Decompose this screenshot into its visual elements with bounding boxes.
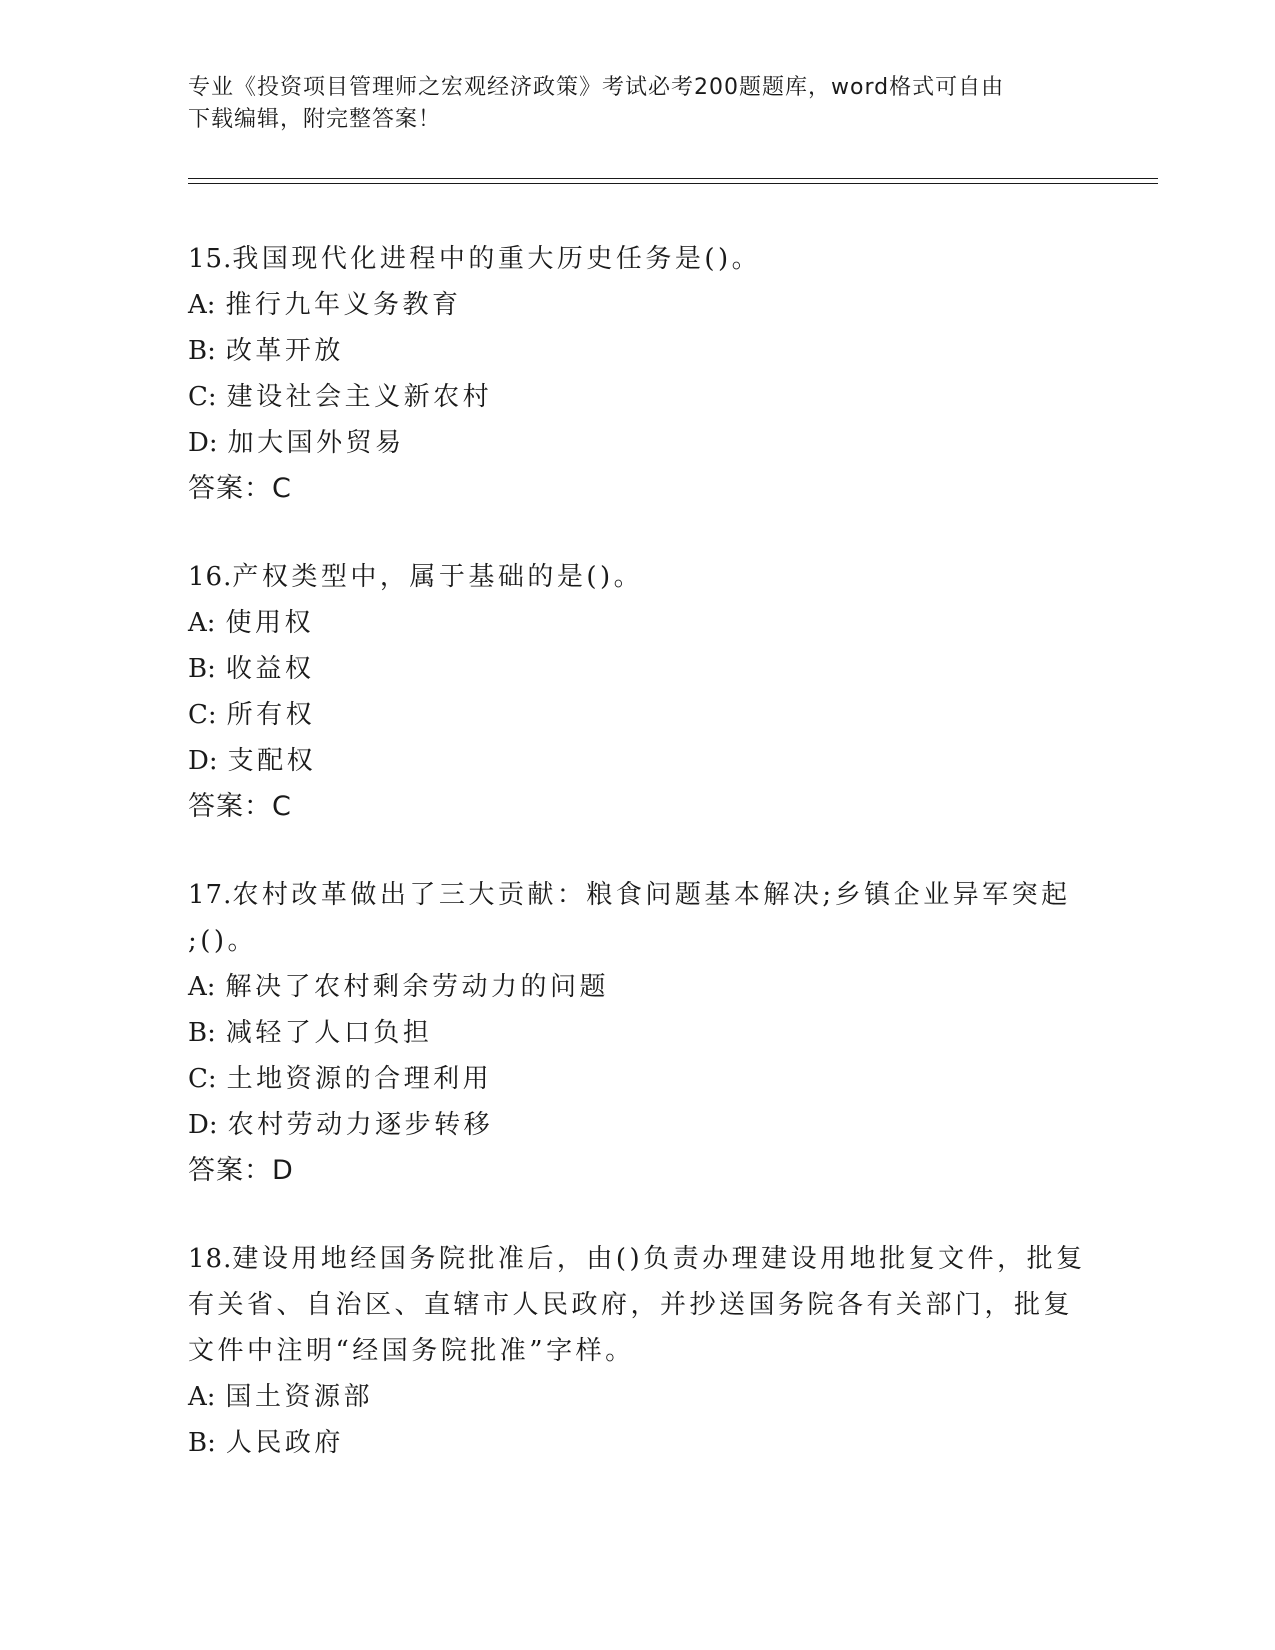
answer-option bbox=[188, 1102, 1088, 1148]
option-key: B: bbox=[188, 1428, 216, 1458]
question-stem-text: 有关省、自治区、直辖市人民政府，并抄送国务院各有关部门，批复 bbox=[188, 1290, 1074, 1320]
question-number: 16. bbox=[188, 562, 233, 592]
option-text: 加大国外贸易 bbox=[227, 428, 405, 458]
question-number: 18. bbox=[188, 1244, 233, 1274]
option-text: 建设社会主义新农村 bbox=[226, 382, 493, 412]
question-block bbox=[188, 1236, 1088, 1466]
question-stem-line bbox=[188, 554, 1088, 600]
option-text: 推行九年义务教育 bbox=[225, 290, 462, 320]
answer-option bbox=[188, 374, 1088, 420]
question-stem-text: ;()。 bbox=[188, 926, 258, 956]
option-key: A: bbox=[188, 608, 216, 638]
option-key: D: bbox=[188, 428, 218, 458]
option-key: B: bbox=[188, 1018, 216, 1048]
header-rule-bottom bbox=[188, 183, 1158, 184]
option-text: 人民政府 bbox=[225, 1428, 344, 1458]
header-line-2: 下载编辑，附完整答案！ bbox=[188, 107, 442, 132]
answer-line: 答案：C bbox=[188, 473, 292, 504]
answer-option bbox=[188, 1056, 1088, 1102]
option-key: C: bbox=[188, 1064, 217, 1094]
option-key: A: bbox=[188, 1382, 216, 1412]
answer-option bbox=[188, 1010, 1088, 1056]
answer-option bbox=[188, 1374, 1088, 1420]
answer-line: 答案：C bbox=[188, 791, 292, 822]
question-stem-line bbox=[188, 918, 1088, 964]
answer-option bbox=[188, 420, 1088, 466]
question-stem-line bbox=[188, 1282, 1088, 1328]
question-number: 15. bbox=[188, 244, 233, 274]
option-key: B: bbox=[188, 336, 216, 366]
option-key: C: bbox=[188, 700, 217, 730]
question-stem-text: 农村改革做出了三大贡献：粮食问题基本解决;乡镇企业异军突起 bbox=[232, 880, 1071, 910]
question-stem-line bbox=[188, 872, 1088, 918]
option-key: A: bbox=[188, 290, 216, 320]
option-text: 土地资源的合理利用 bbox=[226, 1064, 493, 1094]
document-header bbox=[188, 72, 1088, 136]
option-key: B: bbox=[188, 654, 216, 684]
answer-option bbox=[188, 646, 1088, 692]
question-stem-line bbox=[188, 1328, 1088, 1374]
question-stem-text: 产权类型中，属于基础的是()。 bbox=[232, 562, 644, 592]
header-line-1: 专业《投资项目管理师之宏观经济政策》考试必考200题题库，word格式可自由 bbox=[188, 75, 1005, 100]
answer-option bbox=[188, 1420, 1088, 1466]
header-rule-top bbox=[188, 178, 1158, 179]
option-text: 国土资源部 bbox=[225, 1382, 374, 1412]
answer-line: 答案：D bbox=[188, 1155, 294, 1186]
option-key: D: bbox=[188, 1110, 218, 1140]
answer-option bbox=[188, 964, 1088, 1010]
question-block bbox=[188, 236, 1088, 512]
option-text: 使用权 bbox=[225, 608, 315, 638]
question-stem-text: 文件中注明“经国务院批准”字样。 bbox=[188, 1336, 635, 1366]
question-stem-line bbox=[188, 1236, 1088, 1282]
option-text: 改革开放 bbox=[225, 336, 344, 366]
question-number: 17. bbox=[188, 880, 233, 910]
question-block bbox=[188, 554, 1088, 830]
answer-option bbox=[188, 738, 1088, 784]
answer-option bbox=[188, 600, 1088, 646]
option-text: 收益权 bbox=[225, 654, 315, 684]
question-stem-text: 建设用地经国务院批准后，由()负责办理建设用地批复文件，批复 bbox=[232, 1244, 1086, 1274]
question-stem-line bbox=[188, 236, 1088, 282]
option-text: 农村劳动力逐步转移 bbox=[227, 1110, 494, 1140]
option-text: 所有权 bbox=[226, 700, 316, 730]
answer-option bbox=[188, 692, 1088, 738]
option-text: 解决了农村剩余劳动力的问题 bbox=[225, 972, 610, 1002]
option-key: C: bbox=[188, 382, 217, 412]
answer-option bbox=[188, 328, 1088, 374]
question-block bbox=[188, 872, 1088, 1194]
option-key: D: bbox=[188, 746, 218, 776]
option-text: 支配权 bbox=[227, 746, 317, 776]
question-stem-text: 我国现代化进程中的重大历史任务是()。 bbox=[232, 244, 762, 274]
option-text: 减轻了人口负担 bbox=[225, 1018, 433, 1048]
answer-option bbox=[188, 282, 1088, 328]
question-list bbox=[188, 236, 1088, 1508]
option-key: A: bbox=[188, 972, 216, 1002]
